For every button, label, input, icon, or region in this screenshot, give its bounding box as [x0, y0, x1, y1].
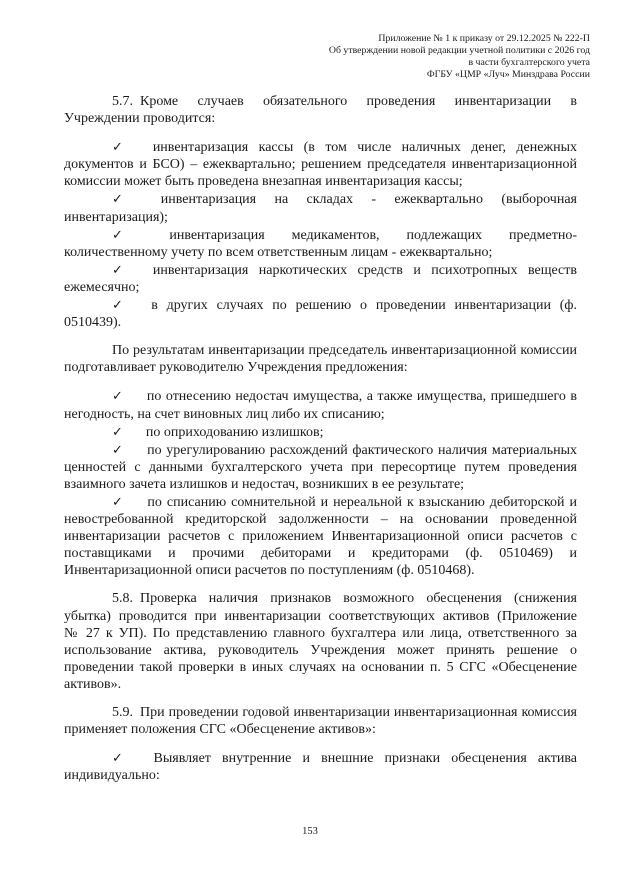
check-bullet-icon: ✓: [112, 139, 130, 155]
header-line-4: ФГБУ «ЦМР «Луч» Минздрава России: [426, 69, 590, 80]
paragraph-text: 5.7. Кроме случаев обязательного проведения инвентаризации в Учреждении проводится:: [64, 94, 577, 127]
paragraph-text: инвентаризация медикаментов, подлежащих предметно-количественному учету по всем ответственным лицам - ежеквартально;: [64, 227, 577, 260]
paragraph-text: по оприходованию излишков;: [145, 424, 324, 440]
bullet-item: [64, 493, 577, 579]
paragraph-text: Выявляет внутренние и внешние признаки обесценения актива индивидуально:: [64, 751, 577, 784]
paragraph-spacer: [64, 331, 577, 342]
paragraph-text: По результатам инвентаризации председатель инвентаризационной комиссии подготавливает руководителю Учреждения предложения:: [64, 343, 577, 376]
paragraph-text: 5.9. При проведении годовой инвентаризации инвентаризационная комиссия применяет положения СГС «Обесценение активов»:: [64, 705, 577, 738]
check-bullet-icon: ✓: [112, 493, 125, 509]
document-body: [0, 93, 620, 784]
check-bullet-icon: ✓: [112, 750, 131, 766]
paragraph-text: в других случаях по решению о проведении инвентаризации (ф. 0510439).: [64, 298, 577, 331]
paragraph-spacer: [64, 127, 577, 138]
paragraph-spacer: [64, 693, 577, 704]
bullet-item: [64, 749, 577, 784]
bullet-item: [64, 387, 577, 422]
bullet-item: [64, 226, 577, 261]
check-bullet-icon: ✓: [112, 297, 129, 313]
paragraph-text: инвентаризация на складах - ежеквартально (выборочная инвентаризация);: [64, 192, 577, 225]
bullet-item: [64, 441, 577, 493]
bullet-item: [64, 296, 577, 331]
paragraph-text: инвентаризация наркотических средств и психотропных веществ ежемесячно;: [64, 262, 577, 295]
check-bullet-icon: ✓: [112, 388, 124, 404]
bullet-item: [64, 261, 577, 296]
paragraph: [64, 704, 577, 738]
paragraph-text: инвентаризация кассы (в том числе наличных денег, денежных документов и БСО) – ежеквартально; решением председателя инвентаризационной комиссии может быть проведена внезапная инвентаризация кассы;: [64, 140, 577, 190]
paragraph: [64, 342, 577, 376]
check-bullet-icon: ✓: [112, 226, 147, 242]
header-line-2: Об утверждении новой редакции учетной политики с 2026 год: [328, 45, 590, 56]
paragraph: [64, 93, 577, 127]
paragraph-text: по списанию сомнительной и нереальной к взысканию дебиторской и невостребованной кредиторской задолженности – на основании проведенной инвентаризации расчетов с приложением Инвентаризационной описи расчетов с поставщиками и прочими дебиторами и кредиторами (ф. 0510469) и Инвентаризационной описи расчетов по поступлениям (ф. 0510468).: [64, 494, 577, 579]
check-bullet-icon: ✓: [112, 423, 123, 439]
paragraph-text: 5.8. Проверка наличия признаков возможного обесценения (снижения убытка) проводится при инвентаризации соответствующих активов (Приложение № 27 к УП). По представлению главного бухгалтера или лица, ответственного за использование актива, руководитель Учреждения может принять решение о проведении такой проверки в иных случаях на основании п. 5 СГС «Обесценение активов».: [64, 591, 577, 692]
bullet-item: [64, 138, 577, 190]
bullet-item: [64, 190, 577, 225]
bullet-item: [64, 423, 577, 441]
header-line-3: в части бухгалтерского учета: [468, 57, 590, 68]
paragraph-text: по урегулированию расхождений фактического наличия материальных ценностей с данными бухгалтерского учета при пересортице путем проведения взаимного зачета излишков и недостач, возникших в ее результате;: [64, 442, 577, 492]
paragraph-spacer: [64, 579, 577, 590]
paragraph: [64, 590, 577, 693]
check-bullet-icon: ✓: [112, 261, 130, 277]
document-header: [0, 33, 620, 81]
check-bullet-icon: ✓: [112, 191, 138, 207]
paragraph-spacer: [64, 738, 577, 749]
paragraph-text: по отнесению недостач имущества, а также имущества, пришедшего в негодность, на счет виновных лиц либо их списанию;: [64, 389, 577, 422]
check-bullet-icon: ✓: [112, 441, 125, 457]
header-line-1: Приложение № 1 к приказу от 29.12.2025 № 222-П: [378, 33, 590, 44]
paragraph-spacer: [64, 376, 577, 387]
page-number: 153: [302, 826, 318, 837]
